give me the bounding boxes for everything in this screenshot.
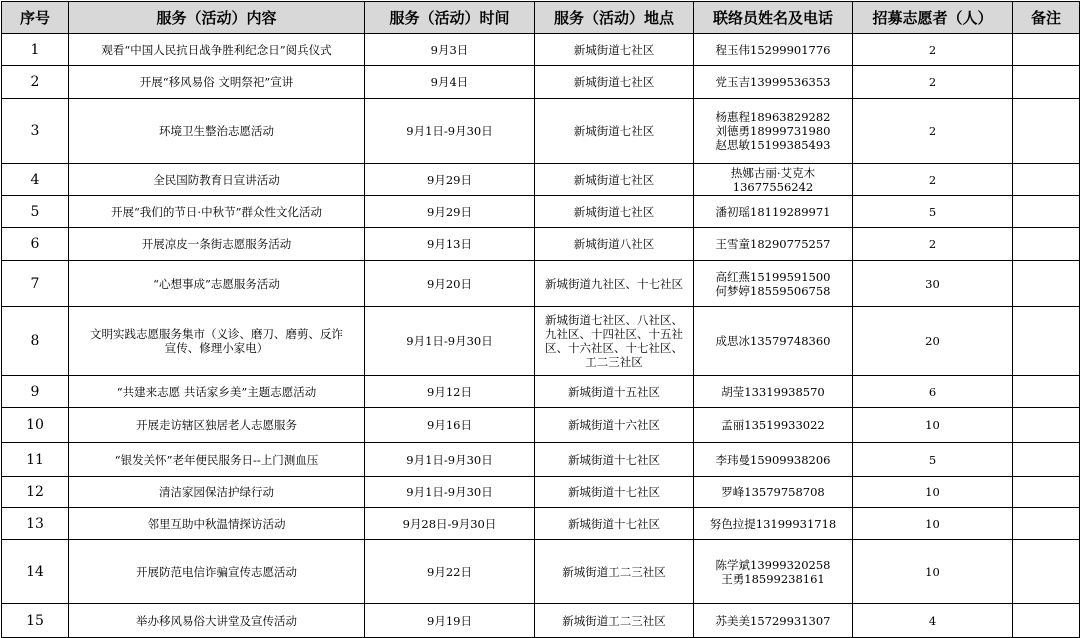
cell-time: 9月3日 <box>365 34 535 66</box>
cell-volunteer-count: 2 <box>853 99 1013 164</box>
cell-content-line: 开展“移风易俗 文明祭祀”宣讲 <box>139 75 294 89</box>
cell-no: 12 <box>2 477 69 508</box>
cell-place-line: 新城街道七社区 <box>573 124 655 138</box>
cell-place-line: 新城街道十七社区 <box>568 452 660 467</box>
table-row <box>2 66 1080 99</box>
cell-volunteer-count: 20 <box>853 307 1013 376</box>
cell-content <box>69 66 365 99</box>
cell-place-line: 新城街道十六社区 <box>568 418 660 432</box>
cell-contact-line: 胡莹13319938570 <box>721 384 825 399</box>
cell-contact-line: 孟丽13519933022 <box>721 418 825 432</box>
cell-content-line: 环境卫生整治志愿活动 <box>159 124 274 138</box>
cell-place-line: 新城街道九社区、十七社区 <box>545 276 683 291</box>
cell-contact <box>694 443 853 477</box>
cell-place <box>535 408 694 443</box>
cell-content-line: 清洁家园保洁护绿行动 <box>159 485 274 499</box>
cell-contact <box>694 99 853 164</box>
cell-no: 14 <box>2 540 69 604</box>
table-row <box>2 376 1080 408</box>
cell-no: 3 <box>2 99 69 164</box>
cell-time: 9月28日-9月30日 <box>365 508 535 540</box>
cell-no: 11 <box>2 443 69 477</box>
cell-contact-line: 赵思敏15199385493 <box>715 138 831 152</box>
cell-volunteer-count: 10 <box>853 477 1013 508</box>
cell-no: 1 <box>2 34 69 66</box>
cell-contact-line: 罗峰13579758708 <box>721 485 825 499</box>
cell-place-line: 新城街道七社区 <box>573 42 655 57</box>
cell-place <box>535 196 694 228</box>
cell-time: 9月29日 <box>365 164 535 196</box>
cell-place-line: 新城街道七社区 <box>573 172 655 187</box>
cell-content <box>69 604 365 638</box>
cell-place-line: 九社区、十四社区、十五社 <box>545 327 683 341</box>
cell-volunteer-count: 10 <box>853 408 1013 443</box>
cell-place <box>535 443 694 477</box>
cell-contact <box>694 34 853 66</box>
cell-place <box>535 34 694 66</box>
cell-volunteer-count: 2 <box>853 34 1013 66</box>
cell-note <box>1013 196 1080 228</box>
cell-contact-line: 成思冰13579748360 <box>715 334 831 348</box>
cell-volunteer-count: 2 <box>853 164 1013 196</box>
cell-time: 9月1日-9月30日 <box>365 477 535 508</box>
cell-content <box>69 508 365 540</box>
cell-content-line: 邻里互助中秋温情探访活动 <box>147 516 286 531</box>
cell-content-line: 宣传、修理小家电） <box>164 341 269 355</box>
cell-note <box>1013 508 1080 540</box>
cell-place <box>535 99 694 164</box>
header-cell-contact: 联络员姓名及电话 <box>694 2 853 34</box>
cell-no: 2 <box>2 66 69 99</box>
table-row <box>2 164 1080 196</box>
cell-place <box>535 540 694 604</box>
table-row <box>2 508 1080 540</box>
cell-volunteer-count: 2 <box>853 66 1013 99</box>
volunteer-activity-table <box>1 1 1080 638</box>
cell-place <box>535 376 694 408</box>
cell-contact-line: 王勇18599238161 <box>721 571 825 586</box>
cell-note <box>1013 540 1080 604</box>
cell-contact <box>694 508 853 540</box>
cell-content-line: 开展防范电信诈骗宣传志愿活动 <box>136 564 297 579</box>
cell-contact-line: 苏美美15729931307 <box>715 613 831 628</box>
cell-contact-line: 高红燕15199591500 <box>715 269 831 284</box>
cell-time: 9月4日 <box>365 66 535 99</box>
cell-place-line: 新城街道七社区 <box>573 204 655 219</box>
cell-contact-line: 13677556242 <box>732 179 814 194</box>
cell-content-line: “银发关怀”老年便民服务日--上门测血压 <box>114 452 319 467</box>
cell-contact <box>694 540 853 604</box>
cell-place-line: 新城街道十五社区 <box>568 384 660 399</box>
cell-place <box>535 508 694 540</box>
cell-content-line: “心想事成”志愿服务活动 <box>153 276 280 291</box>
table-row <box>2 228 1080 261</box>
cell-place <box>535 66 694 99</box>
header-cell-time: 服务（活动）时间 <box>365 2 535 34</box>
table-row <box>2 307 1080 376</box>
cell-note <box>1013 408 1080 443</box>
cell-contact-line: 陈学斌13999320258 <box>715 557 831 572</box>
table-row <box>2 540 1080 604</box>
cell-volunteer-count: 4 <box>853 604 1013 638</box>
cell-volunteer-count: 5 <box>853 196 1013 228</box>
table-body <box>2 34 1080 638</box>
cell-contact <box>694 164 853 196</box>
cell-contact <box>694 228 853 261</box>
cell-contact <box>694 604 853 638</box>
table-row <box>2 34 1080 66</box>
cell-time: 9月1日-9月30日 <box>365 443 535 477</box>
cell-contact-line: 何梦婷18559506758 <box>715 283 831 298</box>
cell-place <box>535 604 694 638</box>
cell-volunteer-count: 30 <box>853 261 1013 307</box>
cell-content-line: 文明实践志愿服务集市（义诊、磨刀、磨剪、反诈 <box>90 327 343 341</box>
cell-place <box>535 477 694 508</box>
cell-content <box>69 164 365 196</box>
cell-contact-line: 潘初瑶18119289971 <box>715 204 831 219</box>
header-cell-place: 服务（活动）地点 <box>535 2 694 34</box>
cell-time: 9月12日 <box>365 376 535 408</box>
cell-place-line: 新城街道工二三社区 <box>562 613 666 628</box>
cell-volunteer-count: 10 <box>853 508 1013 540</box>
cell-volunteer-count: 5 <box>853 443 1013 477</box>
cell-note <box>1013 228 1080 261</box>
header-cell-content: 服务（活动）内容 <box>69 2 365 34</box>
cell-place <box>535 228 694 261</box>
cell-contact <box>694 261 853 307</box>
cell-note <box>1013 164 1080 196</box>
cell-place-line: 新城街道八社区 <box>573 237 655 251</box>
cell-no: 9 <box>2 376 69 408</box>
cell-place <box>535 261 694 307</box>
cell-no: 5 <box>2 196 69 228</box>
cell-content-line: 举办移风易俗大讲堂及宣传活动 <box>136 613 297 628</box>
cell-content <box>69 443 365 477</box>
header-cell-volunteer-count: 招募志愿者（人） <box>853 2 1013 34</box>
table-row <box>2 604 1080 638</box>
cell-time: 9月22日 <box>365 540 535 604</box>
cell-note <box>1013 477 1080 508</box>
table-header <box>2 2 1080 34</box>
cell-note <box>1013 604 1080 638</box>
cell-content <box>69 196 365 228</box>
cell-content <box>69 376 365 408</box>
cell-content-line: 开展“我们的节日·中秋节”群众性文化活动 <box>111 204 322 219</box>
cell-content-line: 全民国防教育日宣讲活动 <box>153 172 280 187</box>
cell-no: 8 <box>2 307 69 376</box>
cell-volunteer-count: 10 <box>853 540 1013 604</box>
cell-contact-line: 刘德勇18999731980 <box>715 124 831 138</box>
cell-content <box>69 307 365 376</box>
table-row <box>2 261 1080 307</box>
cell-contact <box>694 196 853 228</box>
cell-content <box>69 408 365 443</box>
cell-content <box>69 540 365 604</box>
cell-time: 9月13日 <box>365 228 535 261</box>
cell-place-line: 工二三社区 <box>585 355 643 369</box>
cell-no: 13 <box>2 508 69 540</box>
cell-place-line: 区、十六社区、十七社区、 <box>545 341 683 355</box>
cell-no: 6 <box>2 228 69 261</box>
cell-content <box>69 228 365 261</box>
cell-note <box>1013 34 1080 66</box>
cell-contact <box>694 307 853 376</box>
cell-no: 15 <box>2 604 69 638</box>
cell-time: 9月16日 <box>365 408 535 443</box>
cell-contact-line: 热娜古丽·艾克木 <box>730 165 816 180</box>
cell-time: 9月1日-9月30日 <box>365 99 535 164</box>
header-cell-no: 序号 <box>2 2 69 34</box>
header-cell-note: 备注 <box>1013 2 1080 34</box>
cell-contact-line: 王雪童18290775257 <box>715 237 831 251</box>
cell-contact <box>694 66 853 99</box>
cell-content-line: 开展走访辖区独居老人志愿服务 <box>136 418 297 432</box>
cell-place-line: 新城街道工二三社区 <box>562 564 666 579</box>
cell-volunteer-count: 2 <box>853 228 1013 261</box>
table-row <box>2 408 1080 443</box>
cell-place-line: 新城街道十七社区 <box>568 516 660 531</box>
cell-place-line: 新城街道七社区 <box>573 75 655 89</box>
cell-contact-line: 努色拉提13199931718 <box>709 516 837 531</box>
cell-time: 9月20日 <box>365 261 535 307</box>
cell-content <box>69 99 365 164</box>
cell-note <box>1013 261 1080 307</box>
table-row <box>2 99 1080 164</box>
cell-place-line: 新城街道十七社区 <box>568 485 660 499</box>
table-row <box>2 477 1080 508</box>
cell-content <box>69 477 365 508</box>
cell-note <box>1013 99 1080 164</box>
cell-note <box>1013 66 1080 99</box>
cell-place-line: 新城街道七社区、八社区、 <box>545 313 683 327</box>
cell-place <box>535 164 694 196</box>
cell-content-line: “共建来志愿 共话家乡美”主题志愿活动 <box>116 384 317 399</box>
cell-contact-line: 程玉伟15299901776 <box>715 42 831 57</box>
cell-contact-line: 李玮曼15909938206 <box>715 452 831 467</box>
cell-note <box>1013 443 1080 477</box>
table-row <box>2 196 1080 228</box>
cell-no: 7 <box>2 261 69 307</box>
table-row <box>2 443 1080 477</box>
cell-time: 9月29日 <box>365 196 535 228</box>
cell-note <box>1013 376 1080 408</box>
cell-no: 4 <box>2 164 69 196</box>
cell-place <box>535 307 694 376</box>
cell-content-line: 开展凉皮一条街志愿服务活动 <box>141 237 292 251</box>
cell-content <box>69 261 365 307</box>
cell-contact <box>694 408 853 443</box>
cell-time: 9月1日-9月30日 <box>365 307 535 376</box>
cell-contact <box>694 376 853 408</box>
cell-contact-line: 杨惠程18963829282 <box>715 110 831 124</box>
cell-content <box>69 34 365 66</box>
header-row <box>2 2 1080 34</box>
cell-no: 10 <box>2 408 69 443</box>
cell-content-line: 观看“中国人民抗日战争胜利纪念日”阅兵仪式 <box>101 42 332 57</box>
cell-contact-line: 党玉吉13999536353 <box>715 75 831 89</box>
cell-note <box>1013 307 1080 376</box>
cell-contact <box>694 477 853 508</box>
cell-time: 9月19日 <box>365 604 535 638</box>
cell-volunteer-count: 6 <box>853 376 1013 408</box>
